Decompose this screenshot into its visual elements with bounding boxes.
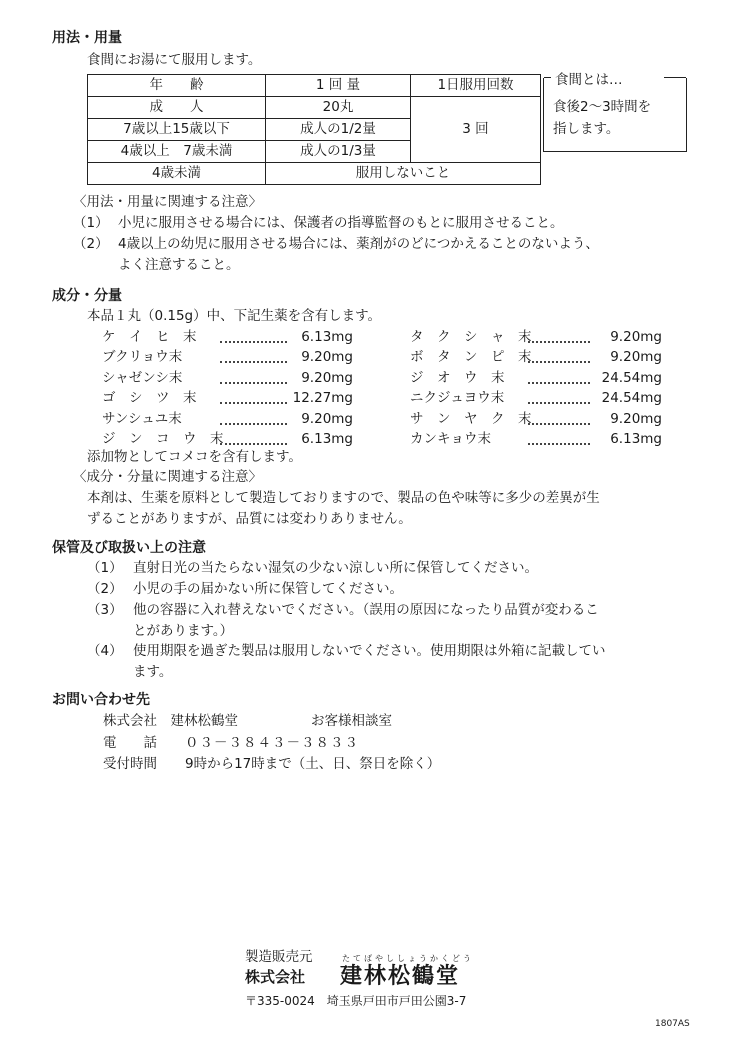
ingredient-name: サ ン ヤ ク 末: [410, 410, 532, 427]
storage-heading: 保管及び取扱い上の注意: [52, 540, 206, 556]
usage-heading: 用法・用量: [52, 30, 122, 46]
ingredient-name: ゴ シ ツ 末: [102, 390, 197, 407]
ingredient-row: [410, 369, 662, 392]
company-logo: 建林松鶴堂: [340, 963, 461, 989]
ingredient-name: ボ タ ン ピ 末: [410, 349, 532, 366]
storage-number: （3）: [87, 602, 123, 618]
dot-leader: [528, 361, 590, 363]
table-row: [88, 163, 541, 185]
ingredients-heading: 成分・分量: [52, 288, 122, 304]
ingredient-row: [102, 392, 353, 412]
table-cell-age: 4歳以上 7歳未満: [88, 141, 266, 163]
hours-text: 9時から17時まで（土、日、祭日を除く）: [185, 756, 441, 772]
ingredient-amount: 9.20mg: [610, 410, 662, 427]
caution-text-continued: よく注意すること。: [118, 257, 240, 273]
ingredient-name: シャゼンシ末: [102, 369, 183, 386]
note-line-2: 指します。: [553, 121, 620, 137]
dot-leader: [528, 382, 590, 384]
ingredient-name: サンシュユ末: [102, 410, 182, 427]
table-header-row: [88, 75, 541, 97]
ingredients-intro: 本品１丸（0.15g）中、下記生薬を含有します。: [87, 308, 382, 324]
note-box: [543, 78, 687, 152]
table-header-times: 1日服用回数: [411, 75, 541, 97]
note-line-1: 食後2～3時間を: [553, 99, 652, 115]
table-cell-dose: 20丸: [266, 97, 411, 119]
contact-desk: お客様相談室: [311, 713, 392, 729]
table-row: [88, 97, 541, 119]
usage-cautions-heading: 〈用法・用量に関連する注意〉: [73, 194, 262, 210]
ingredients-caution-text: 本剤は、生薬を原料として製造しておりますので、製品の色や味等に多少の差異が生: [87, 490, 600, 506]
dot-leader: [528, 443, 590, 445]
dot-leader: [528, 341, 590, 343]
ingredient-amount: 6.13mg: [301, 431, 353, 447]
ingredient-name: ジ オ ウ 末: [410, 369, 505, 386]
storage-number: （4）: [87, 643, 123, 659]
ingredient-amount: 9.20mg: [610, 329, 662, 345]
ingredient-name: ケ イ ヒ 末: [102, 329, 197, 345]
ingredient-row: [410, 410, 662, 433]
table-cell-dose: 成人の1/2量: [266, 119, 411, 141]
dot-leader: [220, 402, 287, 404]
storage-text: 小児の手の届かない所に保管してください。: [133, 581, 403, 597]
ingredient-amount: 9.20mg: [301, 369, 353, 386]
dot-leader: [220, 443, 287, 445]
additive-text: 添加物としてコメコを含有します。: [87, 449, 302, 465]
ingredient-row: [102, 351, 353, 371]
caution-number: （2）: [73, 236, 109, 252]
footer-company-prefix: 株式会社: [245, 968, 306, 986]
ingredient-name: カンキョウ末: [410, 431, 491, 447]
contact-company: 株式会社 建林松鶴堂: [103, 713, 238, 729]
ingredient-row: [102, 331, 353, 351]
ingredient-row: [410, 351, 662, 371]
dot-leader: [528, 423, 590, 425]
dosage-table: [87, 74, 541, 185]
footer-role: 製造販売元: [245, 949, 313, 965]
table-header-age: 年 齢: [88, 75, 266, 97]
storage-text: 他の容器に入れ替えないでください。（誤用の原因になったり品質が変わるこ: [133, 602, 599, 618]
table-cell-times: 3 回: [411, 97, 541, 163]
table-cell-dose: 成人の1/3量: [266, 141, 411, 163]
ingredient-name: ブクリョウ末: [102, 349, 183, 366]
note-title: 食間とは…: [555, 72, 623, 88]
table-cell-age: 7歳以上15歳以下: [88, 119, 266, 141]
footer-address: 〒335-0024 埼玉県戸田市戸田公園3-7: [245, 994, 467, 1008]
ingredient-amount: 6.13mg: [301, 329, 353, 345]
dot-leader: [220, 341, 287, 343]
dot-leader: [220, 423, 287, 425]
contact-heading: お問い合わせ先: [52, 692, 150, 708]
storage-text: 直射日光の当たらない湿気の少ない涼しい所に保管してください。: [133, 560, 538, 576]
ingredient-amount: 12.27mg: [292, 390, 353, 407]
ingredient-amount: 9.20mg: [301, 410, 353, 427]
storage-number: （1）: [87, 560, 123, 576]
storage-text-continued: ます。: [133, 664, 173, 680]
document-code: 1807AS: [655, 1019, 690, 1029]
ingredient-amount: 9.20mg: [610, 349, 662, 366]
storage-text-continued: とがあります。）: [133, 623, 234, 639]
ingredient-amount: 6.13mg: [610, 431, 662, 447]
ingredient-row: [410, 392, 662, 412]
caution-number: （1）: [73, 215, 109, 231]
logo-ruby: たてばやししょうかくどう: [342, 954, 474, 963]
dot-leader: [220, 382, 287, 384]
ingredient-row: [102, 369, 353, 392]
table-header-dose: 1 回 量: [266, 75, 411, 97]
phone-number[interactable]: ０３－３８４３－３８３３: [185, 735, 359, 751]
ingredients-caution-heading: 〈成分・分量に関連する注意〉: [73, 469, 262, 485]
storage-text: 使用期限を過ぎた製品は服用しないでください。使用期限は外箱に記載してい: [133, 643, 606, 659]
ingredient-row: [410, 433, 662, 453]
dot-leader: [220, 361, 287, 363]
ingredient-amount: 9.20mg: [301, 349, 353, 366]
ingredient-name: ニクジュヨウ末: [410, 390, 505, 407]
ingredient-name: タ ク シ ャ 末: [410, 329, 532, 345]
ingredient-amount: 24.54mg: [601, 390, 662, 407]
storage-number: （2）: [87, 581, 123, 597]
usage-intro: 食間にお湯にて服用します。: [87, 52, 262, 68]
hours-label: 受付時間: [103, 756, 157, 772]
table-cell-age: 4歳未満: [88, 163, 266, 185]
ingredient-amount: 24.54mg: [601, 369, 662, 386]
ingredient-name: ジ ン コ ウ 末: [102, 431, 224, 447]
phone-label: 電 話: [103, 735, 157, 751]
caution-text: 4歳以上の幼児に服用させる場合には、薬剤がのどにつかえることのないよう、: [118, 236, 599, 252]
table-cell-dose: 服用しないこと: [266, 163, 541, 185]
dot-leader: [528, 402, 590, 404]
ingredient-row: [410, 331, 662, 351]
ingredients-caution-text-continued: ずることがありますが、品質には変わりありません。: [87, 511, 412, 527]
ingredient-row: [102, 410, 353, 433]
table-cell-age: 成 人: [88, 97, 266, 119]
caution-text: 小児に服用させる場合には、保護者の指導監督のもとに服用させること。: [118, 215, 564, 231]
